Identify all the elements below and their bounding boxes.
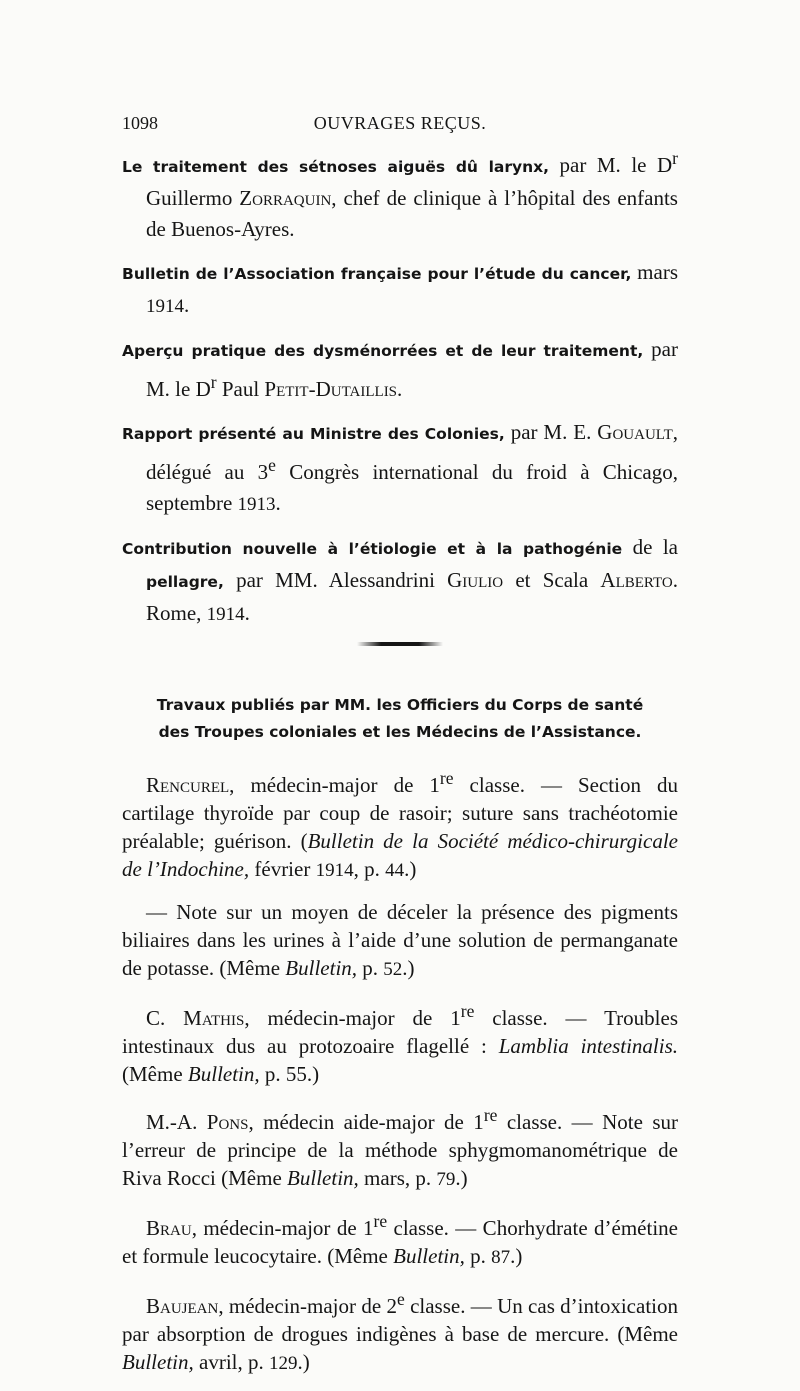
entry-year: 1913 <box>237 494 276 515</box>
entry-title: Contribution nouvelle à l’étiologie et à la pathogénie <box>122 540 623 558</box>
section-separator-rule <box>357 642 443 646</box>
entry-year: 1914 <box>206 604 245 625</box>
section-heading: Travaux publiés par MM. les Officiers du Corps de santé des Troupes coloniales et les Médecins de l’Assistance. <box>156 696 644 741</box>
paragraph-author: Brau <box>146 1216 192 1240</box>
publication-paragraph: Brau, médecin-major de 1re classe. — Chorhydrate d’émétine et formule leucocytaire. (Même Bulletin, p. 87.) <box>122 1211 678 1268</box>
entry-author: Zorraquin <box>239 186 332 210</box>
publication-paragraph: — Note sur un moyen de déceler la présence des pigments biliaires dans les urines à l’aide d’une solution de permanganate de potasse. (Même Bulletin, p. 52.) <box>122 900 678 980</box>
paragraph-author: Pons <box>206 1110 249 1134</box>
paragraph-author: Mathis <box>183 1006 245 1030</box>
page-number: 1098 <box>122 113 158 133</box>
book-entry: Aperçu pratique des dysménorrées et de leur traitement, par M. le $D^r$ Paul Petit-Dutaillis. <box>122 337 678 401</box>
entry-title: Bulletin de l’Association française pour l’étude du cancer, <box>122 265 632 283</box>
book-entry: Rapport présenté au Ministre des Colonies, par M. E. Gouault, délégué au 3e Congrès international du froid à Chicago, septembre 1913. <box>122 420 679 515</box>
publication-paragraph: Rencurel, médecin-major de 1re classe. — Section du cartilage thyroïde par coup de rasoir; suture sans trachéotomie préalable; guérison. (Bulletin de la Société médico-chirurgicale de l’Indochine, février 1914, p. 44.) <box>122 768 678 881</box>
entry-author: Petit-Dutaillis <box>264 377 398 401</box>
entry-title: Rapport présenté au Ministre des Colonies, <box>122 425 505 443</box>
paragraph-author: Rencurel <box>146 773 230 797</box>
running-title: OUVRAGES REÇUS. <box>313 113 487 133</box>
book-entry: Contribution nouvelle à l’étiologie et à la pathogénie de la pellagre, par MM. Alessandrini Giulio et Scala Alberto. Rome, 1914. <box>122 535 678 625</box>
publication-paragraph: Baujean, médecin-major de 2e classe. — Un cas d’intoxication par absorption de drogues indigènes à base de mercure. (Même Bulletin, avril, p. 129.) <box>122 1289 678 1374</box>
book-entry: Le traitement des sétnoses aiguës dû larynx, par M. le $D^r$ Guillermo Zorraquin, chef de clinique à l’hôpital des enfants de Buenos-Ayres. <box>122 148 678 241</box>
entry-author: Giulio <box>447 568 504 592</box>
book-entry: Bulletin de l’Association française pour l’étude du cancer, mars 1914. <box>122 260 678 317</box>
entry-title: Aperçu pratique des dysménorrées et de leur traitement, <box>122 342 644 360</box>
entry-title: Le traitement des sétnoses aiguës dû larynx, <box>122 158 550 176</box>
entry-author: Alberto <box>600 568 673 592</box>
page-body <box>122 143 678 1391</box>
paragraph-author: Baujean <box>146 1294 219 1318</box>
running-header <box>122 113 678 143</box>
publication-paragraph: M.-A. Pons, médecin aide-major de 1re classe. — Note sur l’erreur de principe de la méthode sphygmomanométrique de Riva Rocci (Même Bulletin, mars, p. 79.) <box>122 1105 678 1190</box>
publication-paragraph: C. Mathis, médecin-major de 1re classe. — Troubles intestinaux dus au protozoaire flagellé : Lamblia intestinalis. (Même Bulletin, p. 55.) <box>122 1001 678 1086</box>
entry-year: 1914 <box>146 296 184 317</box>
entry-author: Gouault <box>597 420 673 444</box>
